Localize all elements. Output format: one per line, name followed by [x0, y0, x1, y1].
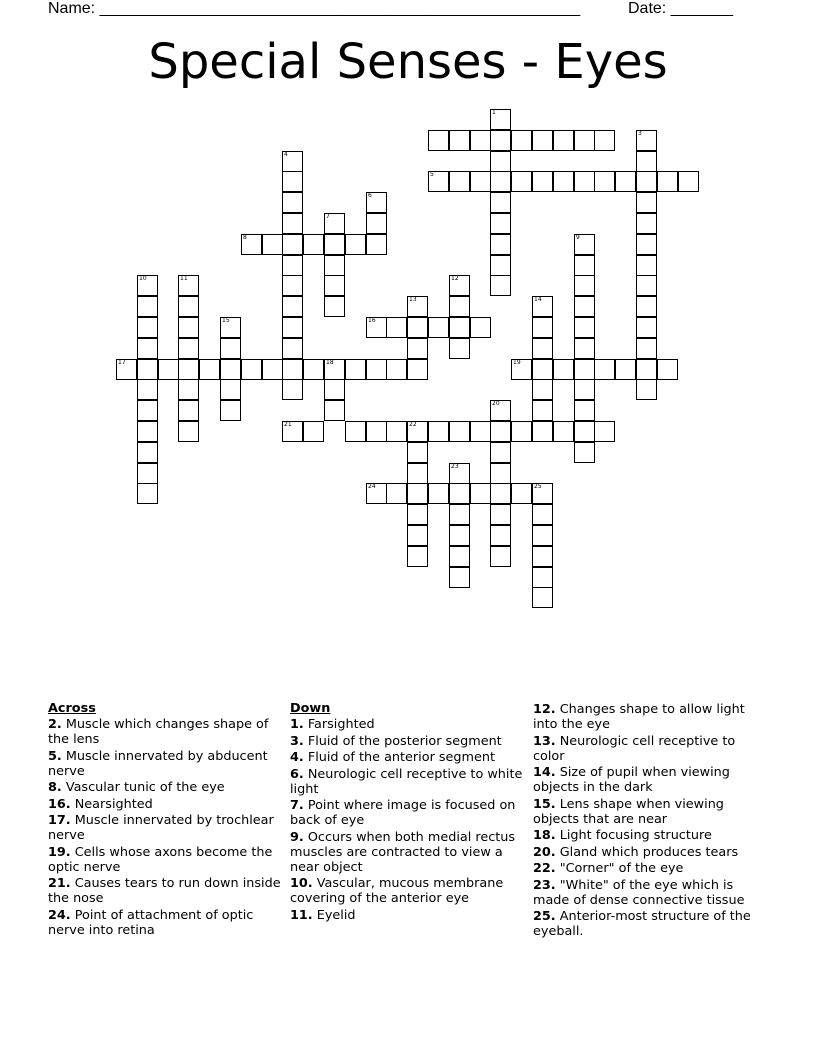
crossword-cell[interactable]	[199, 359, 220, 380]
crossword-cell[interactable]	[470, 421, 491, 442]
clue-number: 3	[638, 130, 642, 137]
clue-number: 6	[368, 192, 372, 199]
crossword-cell[interactable]	[574, 171, 595, 192]
clue-item	[533, 878, 769, 908]
clue-number: 25	[534, 483, 542, 490]
crossword-cell[interactable]	[137, 338, 158, 359]
across-heading: Across	[48, 701, 96, 716]
crossword-cell[interactable]	[470, 171, 491, 192]
crossword-cell[interactable]	[386, 421, 407, 442]
crossword-cell[interactable]	[282, 275, 303, 296]
clue-number: 16	[368, 317, 376, 324]
crossword-cell[interactable]	[532, 171, 553, 192]
crossword-cell[interactable]	[574, 130, 595, 151]
crossword-cell[interactable]	[490, 130, 511, 151]
crossword-cell[interactable]	[324, 234, 345, 255]
crossword-cell[interactable]	[553, 359, 574, 380]
clue-item	[290, 750, 526, 765]
clue-item	[48, 797, 284, 812]
clue-text: Muscle innervated by abducent nerve	[48, 748, 268, 779]
crossword-cell[interactable]	[366, 234, 387, 255]
crossword-cell[interactable]	[574, 296, 595, 317]
crossword-cell[interactable]	[220, 359, 241, 380]
down-heading: Down	[290, 701, 331, 716]
crossword-cell[interactable]	[137, 359, 158, 380]
clue-text: Lens shape when viewing objects that are near	[533, 796, 724, 827]
crossword-cell[interactable]	[324, 400, 345, 421]
clue-number: 16.	[48, 796, 71, 812]
crossword-cell[interactable]	[511, 483, 532, 504]
crossword-cell[interactable]	[490, 151, 511, 172]
clue-number: 21.	[48, 876, 71, 891]
crossword-cell[interactable]	[324, 296, 345, 317]
crossword-cell[interactable]	[490, 546, 511, 567]
crossword-cell[interactable]	[636, 338, 657, 359]
down-clues	[290, 700, 526, 924]
clue-item	[533, 845, 769, 860]
clue-text: Eyelid	[312, 907, 356, 923]
crossword-cell[interactable]	[324, 359, 345, 380]
crossword-cell[interactable]	[574, 359, 595, 380]
clue-item	[48, 717, 284, 747]
crossword-cell[interactable]	[366, 421, 387, 442]
date-field[interactable]: Date: _______	[628, 0, 733, 17]
crossword-cell[interactable]	[532, 483, 553, 504]
clue-number: 5	[430, 171, 434, 178]
crossword-cell[interactable]	[636, 171, 657, 192]
clue-number: 17	[118, 359, 126, 366]
crossword-cell[interactable]	[532, 525, 553, 546]
crossword-cell[interactable]	[366, 317, 387, 338]
clue-number: 11	[180, 275, 188, 282]
clue-number: 14.	[533, 765, 556, 780]
crossword-cell[interactable]	[178, 275, 199, 296]
crossword-cell[interactable]	[636, 234, 657, 255]
crossword-cell[interactable]	[137, 483, 158, 504]
clue-number: 19.	[48, 844, 71, 860]
clue-text: Cells whose axons become the optic nerve	[48, 844, 273, 875]
clue-number: 20	[492, 400, 500, 407]
crossword-cell[interactable]	[137, 400, 158, 421]
crossword-cell[interactable]	[615, 359, 636, 380]
clue-text: Vascular tunic of the eye	[61, 780, 225, 795]
clue-number: 8.	[48, 780, 62, 795]
clue-number: 15.	[533, 796, 556, 812]
clue-number: 19	[513, 359, 521, 366]
crossword-cell[interactable]	[241, 234, 262, 255]
crossword-cell[interactable]	[386, 483, 407, 504]
crossword-cell[interactable]	[574, 338, 595, 359]
crossword-cell[interactable]	[574, 275, 595, 296]
crossword-cell[interactable]	[137, 317, 158, 338]
crossword-cell[interactable]	[178, 421, 199, 442]
crossword-cell[interactable]	[324, 255, 345, 276]
clue-number: 4	[284, 151, 288, 158]
crossword-cell[interactable]	[678, 171, 699, 192]
crossword-cell[interactable]	[407, 525, 428, 546]
clue-number: 23	[451, 463, 459, 470]
crossword-cell[interactable]	[324, 379, 345, 400]
crossword-cell[interactable]	[428, 421, 449, 442]
crossword-cell[interactable]	[428, 483, 449, 504]
clue-text: Gland which produces tears	[555, 844, 739, 860]
crossword-cell[interactable]	[636, 317, 657, 338]
crossword-cell[interactable]	[407, 546, 428, 567]
crossword-cell[interactable]	[636, 275, 657, 296]
crossword-cell[interactable]	[178, 400, 199, 421]
crossword-cell[interactable]	[345, 359, 366, 380]
clue-number: 15	[222, 317, 230, 324]
crossword-cell[interactable]	[428, 317, 449, 338]
crossword-cell[interactable]	[282, 192, 303, 213]
crossword-cell[interactable]	[636, 296, 657, 317]
clue-item	[290, 717, 526, 732]
crossword-cell[interactable]	[574, 421, 595, 442]
crossword-cell[interactable]	[449, 317, 470, 338]
crossword-cell[interactable]	[636, 359, 657, 380]
crossword-cell[interactable]	[490, 192, 511, 213]
crossword-cell[interactable]	[178, 317, 199, 338]
crossword-cell[interactable]	[574, 317, 595, 338]
crossword-cell[interactable]	[449, 171, 470, 192]
clue-text: "White" of the eye which is made of dense connective tissue	[533, 877, 745, 908]
crossword-cell[interactable]	[220, 400, 241, 421]
clue-number: 6.	[290, 766, 304, 782]
clue-text: Neurologic cell receptive to white light	[290, 766, 523, 797]
crossword-cell[interactable]	[470, 317, 491, 338]
clue-number: 24.	[48, 907, 71, 923]
clue-number: 7.	[290, 798, 304, 813]
crossword-cell[interactable]	[532, 546, 553, 567]
clue-text: Vascular, mucous membrane covering of the anterior eye	[290, 876, 504, 906]
crossword-cell[interactable]	[490, 275, 511, 296]
crossword-cell[interactable]	[532, 359, 553, 380]
clue-text: "Corner" of the eye	[555, 861, 684, 876]
clue-item	[533, 909, 769, 939]
clue-item	[48, 780, 284, 795]
crossword-cell[interactable]	[490, 255, 511, 276]
crossword-cell[interactable]	[262, 234, 283, 255]
clue-number: 18.	[533, 828, 556, 843]
clue-text: Occurs when both medial rectus muscles are contracted to view a near object	[290, 829, 516, 875]
crossword-cell[interactable]	[220, 317, 241, 338]
crossword-cell[interactable]	[449, 338, 470, 359]
crossword-cell[interactable]	[532, 130, 553, 151]
crossword-cell[interactable]	[532, 567, 553, 588]
clue-number: 4.	[290, 750, 304, 765]
clue-number: 7	[326, 213, 330, 220]
crossword-cell[interactable]	[282, 338, 303, 359]
clue-number: 11.	[290, 907, 313, 923]
clue-item	[533, 861, 769, 876]
crossword-cell[interactable]	[345, 421, 366, 442]
clue-number: 9	[576, 234, 580, 241]
crossword-cell[interactable]	[511, 421, 532, 442]
crossword-cell[interactable]	[490, 213, 511, 234]
crossword-cell[interactable]	[324, 275, 345, 296]
clue-text: Changes shape to allow light into the eye	[533, 702, 745, 732]
crossword-cell[interactable]	[490, 400, 511, 421]
crossword-cell[interactable]	[116, 359, 137, 380]
crossword-cell[interactable]	[532, 587, 553, 608]
clue-item	[290, 830, 526, 875]
clue-item	[533, 765, 769, 795]
crossword-cell[interactable]	[449, 296, 470, 317]
clue-item	[48, 813, 284, 843]
clue-number: 13	[409, 296, 417, 303]
crossword-cell[interactable]	[303, 234, 324, 255]
crossword-cell[interactable]	[574, 255, 595, 276]
crossword-cell[interactable]	[594, 171, 615, 192]
crossword-cell[interactable]	[490, 504, 511, 525]
crossword-cell[interactable]	[282, 213, 303, 234]
crossword-cell[interactable]	[137, 463, 158, 484]
crossword-cell[interactable]	[636, 130, 657, 151]
crossword-cell[interactable]	[220, 379, 241, 400]
crossword-cell[interactable]	[407, 317, 428, 338]
crossword-cell[interactable]	[366, 192, 387, 213]
crossword-cell[interactable]	[345, 234, 366, 255]
crossword-cell[interactable]	[178, 379, 199, 400]
crossword-cell[interactable]	[241, 359, 262, 380]
page-title: Special Senses - Eyes	[148, 34, 668, 90]
crossword-cell[interactable]	[490, 525, 511, 546]
crossword-cell[interactable]	[178, 359, 199, 380]
crossword-cell[interactable]	[636, 379, 657, 400]
crossword-cell[interactable]	[449, 275, 470, 296]
crossword-cell[interactable]	[407, 442, 428, 463]
crossword-cell[interactable]	[574, 442, 595, 463]
clue-number: 12.	[533, 702, 556, 717]
crossword-cell[interactable]	[490, 421, 511, 442]
crossword-cell[interactable]	[553, 421, 574, 442]
crossword-cell[interactable]	[449, 567, 470, 588]
crossword-cell[interactable]	[490, 483, 511, 504]
clue-number: 24	[368, 483, 376, 490]
clue-item	[290, 876, 526, 906]
crossword-cell[interactable]	[407, 504, 428, 525]
crossword-cell[interactable]	[282, 296, 303, 317]
crossword-cell[interactable]	[282, 421, 303, 442]
crossword-cell[interactable]	[636, 151, 657, 172]
crossword-cell[interactable]	[282, 359, 303, 380]
crossword-cell[interactable]	[470, 130, 491, 151]
clue-number: 25.	[533, 909, 556, 924]
crossword-cell[interactable]	[594, 421, 615, 442]
crossword-cell[interactable]	[636, 213, 657, 234]
across-clues	[48, 700, 284, 939]
crossword-cell[interactable]	[137, 442, 158, 463]
crossword-cell[interactable]	[137, 296, 158, 317]
clue-number: 22	[409, 421, 417, 428]
clue-text: Point of attachment of optic nerve into retina	[48, 907, 254, 938]
crossword-cell[interactable]	[532, 317, 553, 338]
crossword-cell[interactable]	[262, 359, 283, 380]
clue-number: 10	[139, 275, 147, 282]
crossword-cell[interactable]	[636, 255, 657, 276]
crossword-cell[interactable]	[366, 359, 387, 380]
crossword-cell[interactable]	[407, 483, 428, 504]
crossword-cell[interactable]	[137, 275, 158, 296]
clue-item	[533, 702, 769, 732]
crossword-cell[interactable]	[407, 359, 428, 380]
crossword-cell[interactable]	[449, 504, 470, 525]
clue-text: Fluid of the anterior segment	[303, 750, 496, 765]
crossword-cell[interactable]	[178, 296, 199, 317]
crossword-cell[interactable]	[594, 359, 615, 380]
crossword-cell[interactable]	[594, 130, 615, 151]
name-field[interactable]: Name: ______________________________________________________	[48, 0, 581, 17]
crossword-cell[interactable]	[636, 192, 657, 213]
clue-text: Size of pupil when viewing objects in the dark	[533, 765, 730, 795]
crossword-cell[interactable]	[449, 130, 470, 151]
clue-item	[290, 798, 526, 828]
clue-text: Causes tears to run down inside the nose	[48, 876, 281, 906]
crossword-cell[interactable]	[386, 317, 407, 338]
clue-text: Point where image is focused on back of eye	[290, 798, 516, 828]
crossword-cell[interactable]	[449, 463, 470, 484]
crossword-cell[interactable]	[532, 296, 553, 317]
crossword-cell[interactable]	[407, 463, 428, 484]
crossword-cell[interactable]	[574, 234, 595, 255]
clue-number: 20.	[533, 844, 556, 860]
clue-text: Light focusing structure	[555, 828, 712, 843]
crossword-cell[interactable]	[407, 338, 428, 359]
crossword-cell[interactable]	[553, 171, 574, 192]
crossword-cell[interactable]	[511, 171, 532, 192]
crossword-cell[interactable]	[137, 421, 158, 442]
clue-number: 8	[243, 234, 247, 241]
clue-item	[48, 749, 284, 779]
clue-text: Farsighted	[303, 717, 375, 732]
crossword-cell[interactable]	[574, 379, 595, 400]
crossword-cell[interactable]	[178, 338, 199, 359]
crossword-cell[interactable]	[282, 317, 303, 338]
clue-number: 18	[326, 359, 334, 366]
crossword-cell[interactable]	[303, 421, 324, 442]
clue-text: Nearsighted	[70, 796, 153, 812]
crossword-cell[interactable]	[282, 234, 303, 255]
crossword-cell[interactable]	[386, 359, 407, 380]
crossword-cell[interactable]	[657, 359, 678, 380]
crossword-cell[interactable]	[449, 525, 470, 546]
clue-text: Anterior-most structure of the eyeball.	[533, 909, 751, 939]
crossword-cell[interactable]	[553, 130, 574, 151]
clue-number: 21	[284, 421, 292, 428]
clue-text: Muscle which changes shape of the lens	[48, 717, 269, 747]
clue-item	[533, 797, 769, 827]
crossword-cell[interactable]	[470, 483, 491, 504]
clue-number: 2.	[48, 717, 62, 732]
crossword-cell[interactable]	[532, 421, 553, 442]
clue-number: 23.	[533, 877, 556, 893]
crossword-cell[interactable]	[407, 296, 428, 317]
crossword-cell[interactable]	[324, 213, 345, 234]
clue-number: 10.	[290, 876, 313, 891]
clue-item	[533, 734, 769, 764]
clue-text: Fluid of the posterior segment	[303, 733, 502, 749]
crossword-cell[interactable]	[449, 546, 470, 567]
crossword-cell[interactable]	[282, 171, 303, 192]
clue-item	[48, 845, 284, 875]
crossword-cell[interactable]	[428, 130, 449, 151]
crossword-cell[interactable]	[282, 255, 303, 276]
crossword-cell[interactable]	[574, 400, 595, 421]
crossword-cell[interactable]	[366, 213, 387, 234]
clue-number: 9.	[290, 829, 304, 845]
crossword-cell[interactable]	[366, 483, 387, 504]
clue-item	[48, 908, 284, 938]
clue-number: 1	[492, 109, 496, 116]
clue-number: 12	[451, 275, 459, 282]
crossword-cell[interactable]	[490, 109, 511, 130]
crossword-cell[interactable]	[490, 463, 511, 484]
clue-item	[290, 767, 526, 797]
crossword-cell[interactable]	[511, 130, 532, 151]
crossword-cell[interactable]	[532, 379, 553, 400]
crossword-cell[interactable]	[615, 171, 636, 192]
crossword-cell[interactable]	[282, 151, 303, 172]
crossword-cell[interactable]	[532, 504, 553, 525]
crossword-cell[interactable]	[407, 421, 428, 442]
crossword-cell[interactable]	[657, 171, 678, 192]
clue-item	[533, 828, 769, 843]
clue-number: 5.	[48, 748, 62, 764]
clue-text: Muscle innervated by trochlear nerve	[48, 813, 274, 843]
crossword-cell[interactable]	[490, 171, 511, 192]
crossword-cell[interactable]	[532, 338, 553, 359]
clue-item	[290, 734, 526, 749]
crossword-cell[interactable]	[449, 483, 470, 504]
crossword-cell[interactable]	[532, 400, 553, 421]
clue-item	[290, 908, 526, 923]
crossword-cell[interactable]	[449, 421, 470, 442]
crossword-cell[interactable]	[428, 171, 449, 192]
clue-number: 17.	[48, 813, 71, 828]
clue-number: 3.	[290, 733, 304, 749]
crossword-cell[interactable]	[282, 379, 303, 400]
crossword-cell[interactable]	[303, 359, 324, 380]
clue-text: Neurologic cell receptive to color	[533, 733, 736, 764]
crossword-cell[interactable]	[158, 359, 179, 380]
down-clues-continued	[533, 702, 769, 941]
crossword-cell[interactable]	[490, 234, 511, 255]
crossword-cell[interactable]	[220, 338, 241, 359]
clue-number: 13.	[533, 733, 556, 749]
crossword-cell[interactable]	[511, 359, 532, 380]
clue-number: 22.	[533, 861, 556, 876]
clue-number: 14	[534, 296, 542, 303]
crossword-cell[interactable]	[490, 442, 511, 463]
crossword-cell[interactable]	[137, 379, 158, 400]
clue-number: 1.	[290, 717, 304, 732]
clue-item	[48, 876, 284, 906]
